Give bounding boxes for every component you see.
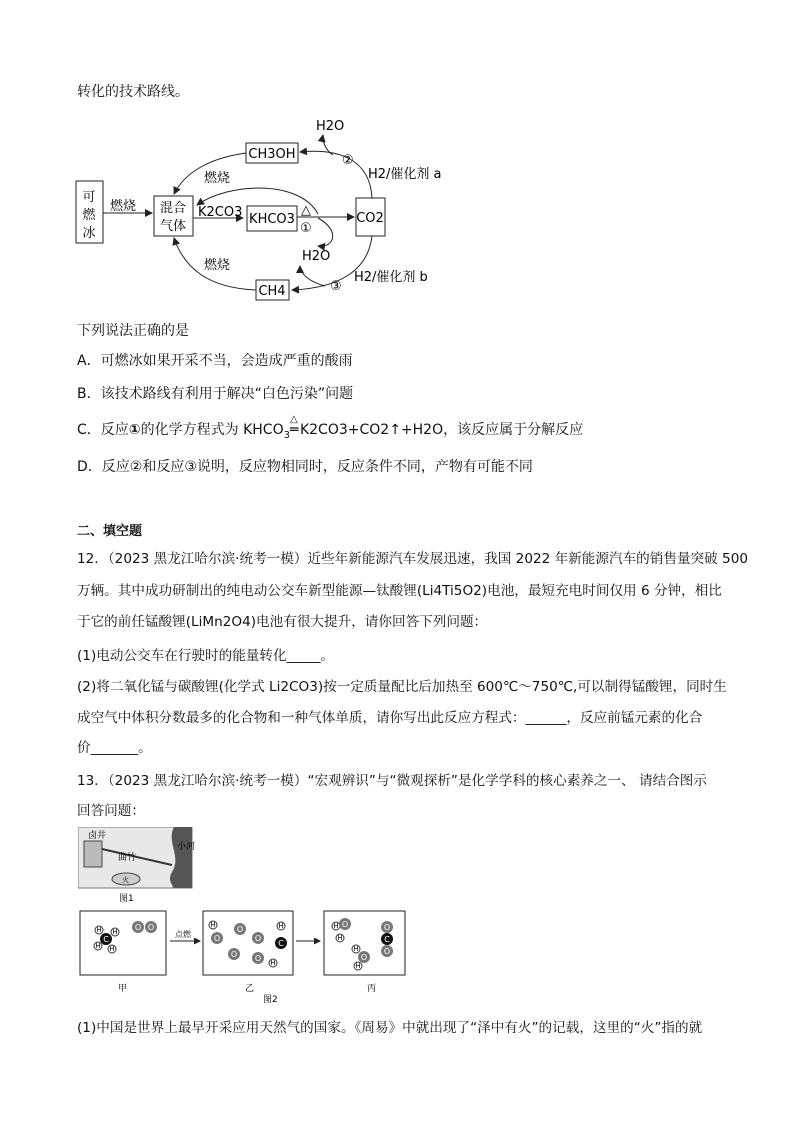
well-structure xyxy=(84,841,102,867)
ch4-label: CH4 xyxy=(258,284,286,299)
h2o-label-2: H2O xyxy=(316,119,345,134)
q11-option-d: D．反应②和反应③说明，反应物相同时，反应条件不同，产物有可能不同 xyxy=(77,459,533,475)
burn-label-2: 燃烧 xyxy=(204,171,231,186)
fig2-arrow-label: 点燃 xyxy=(175,930,191,939)
oxygen-symbol: O xyxy=(383,923,391,932)
fig1-river-label: 小河 xyxy=(177,842,196,852)
carbon-symbol: C xyxy=(103,935,109,944)
catalyst-a-label: H2/催化剂 a xyxy=(368,167,442,182)
oxygen-symbol: O xyxy=(254,954,262,963)
option-c-prefix: C．反应 xyxy=(77,422,129,438)
figure-1 xyxy=(78,827,198,907)
fig1-pipe-label: 曲竹 xyxy=(118,853,137,863)
caption-yi: 乙 xyxy=(245,984,255,994)
burn-label-1: 燃烧 xyxy=(110,199,137,214)
hydrogen-symbol: H xyxy=(355,962,361,970)
box-jia xyxy=(80,911,166,975)
reaction-1-mark: ① xyxy=(300,221,312,236)
q11-option-b: B．该技术路线有利用于解决“白色污染”问题 xyxy=(77,386,354,402)
hydrogen-symbol: H xyxy=(337,934,343,942)
carbon-symbol: C xyxy=(384,935,390,944)
fig1-well-label: 卤井 xyxy=(88,831,107,841)
caption-jia: 甲 xyxy=(118,984,128,994)
oxygen-symbol: O xyxy=(254,934,262,943)
route-diagram xyxy=(0,110,794,310)
hydrogen-symbol: H xyxy=(353,945,359,953)
figure-2 xyxy=(78,908,408,1008)
hydrogen-symbol: H xyxy=(112,928,118,936)
hydrogen-symbol: H xyxy=(95,942,101,950)
oxygen-symbol: O xyxy=(383,947,391,956)
oxygen-symbol: O xyxy=(341,920,349,929)
fig1-fire-label: 火 xyxy=(122,876,129,884)
equals-mark: ═ xyxy=(289,422,299,438)
oxygen-symbol: O xyxy=(236,925,244,934)
oxygen-symbol: O xyxy=(360,953,368,962)
hydrogen-symbol: H xyxy=(333,922,339,930)
fig2-caption: 图2 xyxy=(263,995,278,1005)
mixed-gas-line1: 混合 xyxy=(159,201,187,216)
section-title: 二、填空题 xyxy=(77,524,143,539)
option-c-mid: 的化学方程式为 KHCO xyxy=(140,422,284,438)
q12-sub2b: 成空气中体积分数最多的化合物和一种气体单质，请你写出此反应方程式：______，反应前锰元素的化合 xyxy=(77,710,703,726)
option-c-rest: K2CO3+CO2↑+H2O，该反应属于分解反应 xyxy=(299,422,584,438)
ch3oh-label: CH3OH xyxy=(248,147,296,162)
arc-co2-to-ch3oh xyxy=(300,151,372,198)
q13-line1: 13．（2023 黑龙江哈尔滨·统考一模）“宏观辨识”与“微观探析”是化学学科的核心素养之一、 请结合图示 xyxy=(77,773,707,789)
arc-h2o-1 xyxy=(318,218,333,246)
k2co3-label: K2CO3 xyxy=(198,205,243,220)
carbon-symbol: C xyxy=(278,939,284,948)
ice-char-2: 燃 xyxy=(82,208,96,223)
q13-sub1: (1)中国是世界上最早开采应用天然气的国家。《周易》中就出现了“泽中有火”的记载，这里的“火”指的就 xyxy=(77,1020,703,1036)
ice-char-1: 可 xyxy=(82,190,96,205)
heat-equals xyxy=(289,414,300,440)
q11-option-a: A．可燃冰如果开采不当，会造成严重的酸雨 xyxy=(77,353,353,369)
q12-sub2c: 价_______。 xyxy=(77,740,152,756)
q12-line1: 12．（2023 黑龙江哈尔滨·统考一模）近些年新能源汽车发展迅速，我国 2022 年新能源汽车的销售量突破 500 xyxy=(77,551,748,567)
option-c-sub: 3 xyxy=(283,429,290,441)
ice-char-3: 冰 xyxy=(82,226,96,241)
catalyst-b-label: H2/催化剂 b xyxy=(354,270,428,285)
arc-h2o-3 xyxy=(300,266,325,286)
oxygen-symbol: O xyxy=(213,934,221,943)
q12-sub1: (1)电动公交车在行驶时的能量转化_____。 xyxy=(77,648,335,664)
caption-bing: 丙 xyxy=(367,984,377,994)
burn-label-3: 燃烧 xyxy=(204,258,231,273)
reaction-3-mark: ③ xyxy=(330,279,342,294)
oxygen-symbol: O xyxy=(230,950,238,959)
reaction-2-mark: ② xyxy=(342,153,354,168)
q13-line2: 回答问题： xyxy=(77,803,145,819)
hydrogen-symbol: H xyxy=(109,945,115,953)
intro-text: 转化的技术路线。 xyxy=(77,84,189,100)
mixed-gas-line2: 气体 xyxy=(159,219,187,234)
oxygen-symbol: O xyxy=(147,923,155,932)
hydrogen-symbol: H xyxy=(96,926,102,934)
h2o-label-1: H2O xyxy=(302,249,331,264)
q11-option-c xyxy=(77,414,584,446)
oxygen-symbol: O xyxy=(134,923,142,932)
box-bing xyxy=(324,911,405,975)
hydrogen-symbol: H xyxy=(270,959,276,967)
q12-line2: 万辆。其中成功研制出的纯电动公交车新型能源—钛酸锂(Li4Ti5O2)电池，最短充电时间仅用 6 分钟，相比 xyxy=(77,583,722,599)
q12-sub2a: (2)将二氧化锰与碳酸锂(化学式 Li2CO3)按一定质量配比后加热至 600℃～750℃,可以制得锰酸锂，同时生 xyxy=(77,679,727,695)
q11-stem: 下列说法正确的是 xyxy=(77,323,189,339)
option-c-number: ① xyxy=(128,422,141,438)
heat-symbol: △ xyxy=(301,203,311,218)
fig1-caption: 图1 xyxy=(119,894,134,904)
hydrogen-symbol: H xyxy=(210,921,216,929)
khco3-label: KHCO3 xyxy=(249,212,295,227)
heat-mark: △ xyxy=(289,414,298,425)
hydrogen-symbol: H xyxy=(278,922,284,930)
q12-line3: 于它的前任锰酸锂(LiMn2O4)电池有很大提升，请你回答下列问题： xyxy=(77,614,488,630)
co2-label: CO2 xyxy=(356,211,384,226)
